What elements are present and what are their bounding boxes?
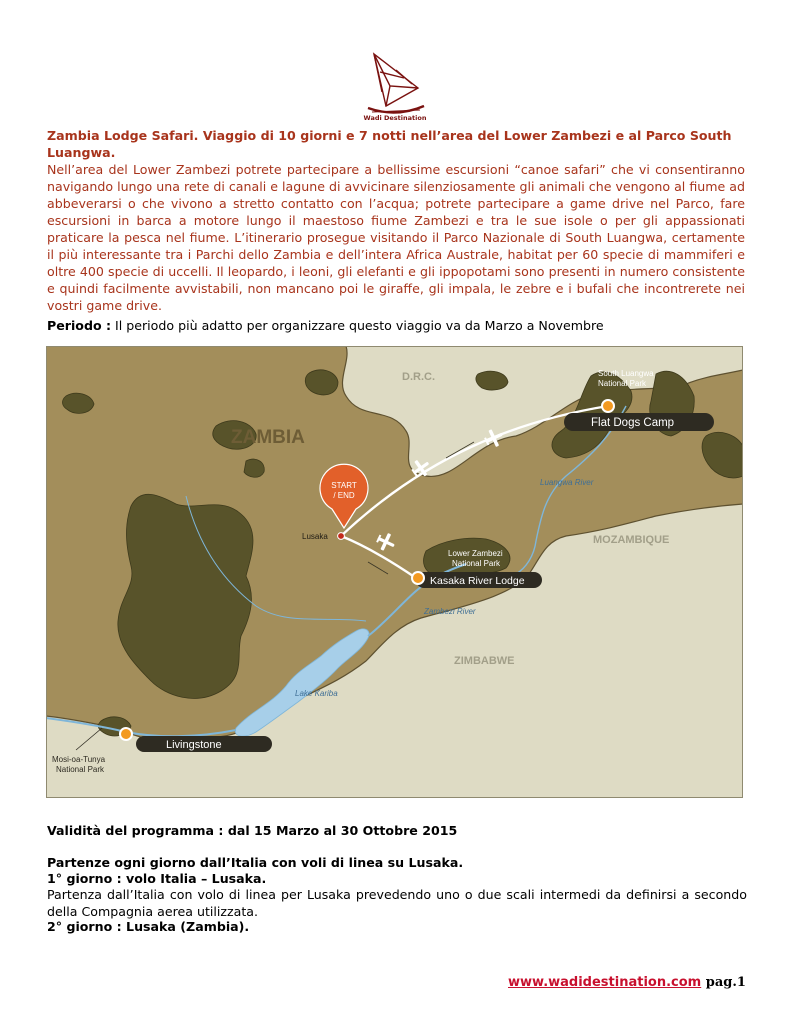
periodo-line <box>47 317 604 334</box>
intro-section <box>47 127 745 314</box>
label-luangwa-river: Luangwa River <box>540 478 594 487</box>
felucca-sailboat-icon <box>368 54 424 113</box>
label-kasaka-river-lodge: Kasaka River Lodge <box>430 575 525 587</box>
itinerary-map <box>46 346 743 798</box>
label-zambia: ZAMBIA <box>231 427 305 448</box>
label-drc: D.R.C. <box>402 371 435 383</box>
kasaka-marker <box>412 572 424 584</box>
flat-dogs-marker <box>602 400 614 412</box>
park-small-3 <box>244 459 264 477</box>
validita-line: Validità del programma : dal 15 Marzo al 30 Ottobre 2015 <box>47 823 458 838</box>
logo-caption: Wadi Destination <box>363 114 427 122</box>
trip-description: Nell’area del Lower Zambezi potrete partecipare a bellissime escursioni “canoe safari” che vi consentiranno navigando lungo una rete di canali e lagune di avvicinare silenziosamente gli animali che vengono al fiume ad abbeverarsi o che vivono a stretto contatto con l’acqua; potrete partecipare a game drive nel Parco, fare escursioni in barca a motore lungo il maestoso fiume Zambezi e tra le sue isole o per gli appassionati praticare la pesca nel fiume. L’itinerario prosegue visitando il Parco Nazionale di South Luangwa, certamente il più interessante tra i Parchi dello Zambia e dell’intera Africa Australe, habitat per 60 specie di mammiferi e oltre 400 specie di uccelli. Il leopardo, i leoni, gli elefanti e gli ippopotami sono presenti in numero consistente e quindi facilmente avvistabili, non mancano poi le giraffe, gli impala, le zebre e i bufali che incontrerete nei vostri game drive. <box>47 162 745 313</box>
label-lake-kariba: Lake Kariba <box>295 689 338 698</box>
lusaka-dot <box>338 533 345 540</box>
pin-end: / END <box>333 491 355 500</box>
camp-kasaka <box>412 572 542 588</box>
wadi-destination-logo <box>360 48 432 124</box>
label-zimbabwe: ZIMBABWE <box>454 655 515 667</box>
day1-title: 1° giorno : volo Italia – Lusaka. <box>47 871 267 886</box>
periodo-text: Il periodo più adatto per organizzare questo viaggio va da Marzo a Novembre <box>111 318 604 333</box>
day2-title: 2° giorno : Lusaka (Zambia). <box>47 919 250 934</box>
website-link[interactable]: www.wadidestination.com <box>508 975 702 990</box>
label-livingstone: Livingstone <box>166 739 222 751</box>
label-lower-zambezi-1: Lower Zambezi <box>448 549 503 558</box>
label-mosi-2: National Park <box>56 765 105 774</box>
periodo-label: Periodo : <box>47 318 112 333</box>
label-south-luangwa-2: National Park <box>598 379 647 388</box>
label-lower-zambezi-2: National Park <box>452 559 501 568</box>
trip-title: Zambia Lodge Safari. Viaggio di 10 giorni e 7 notti nell’area del Lower Zambezi e al Parco South Luangwa. <box>47 128 732 160</box>
pin-start: START <box>331 481 357 490</box>
label-south-luangwa-1: South Luangwa <box>598 369 654 378</box>
day1-text: Partenza dall’Italia con volo di linea per Lusaka prevedendo uno o due scali intermedi da definirsi a secondo della Compagnia aerea utilizzata. <box>47 887 747 919</box>
label-flat-dogs-camp: Flat Dogs Camp <box>591 417 675 429</box>
park-kafue <box>118 494 253 698</box>
partenze-line: Partenze ogni giorno dall’Italia con voli di linea su Lusaka. <box>47 855 464 870</box>
label-zambezi-river: Zambezi River <box>424 607 476 616</box>
page-footer <box>508 975 746 990</box>
label-lusaka: Lusaka <box>302 532 328 541</box>
page-number: pag.1 <box>701 975 746 990</box>
livingstone-marker <box>120 728 132 740</box>
label-mosi-1: Mosi-oa-Tunya <box>52 755 106 764</box>
label-mozambique: MOZAMBIQUE <box>593 534 670 546</box>
